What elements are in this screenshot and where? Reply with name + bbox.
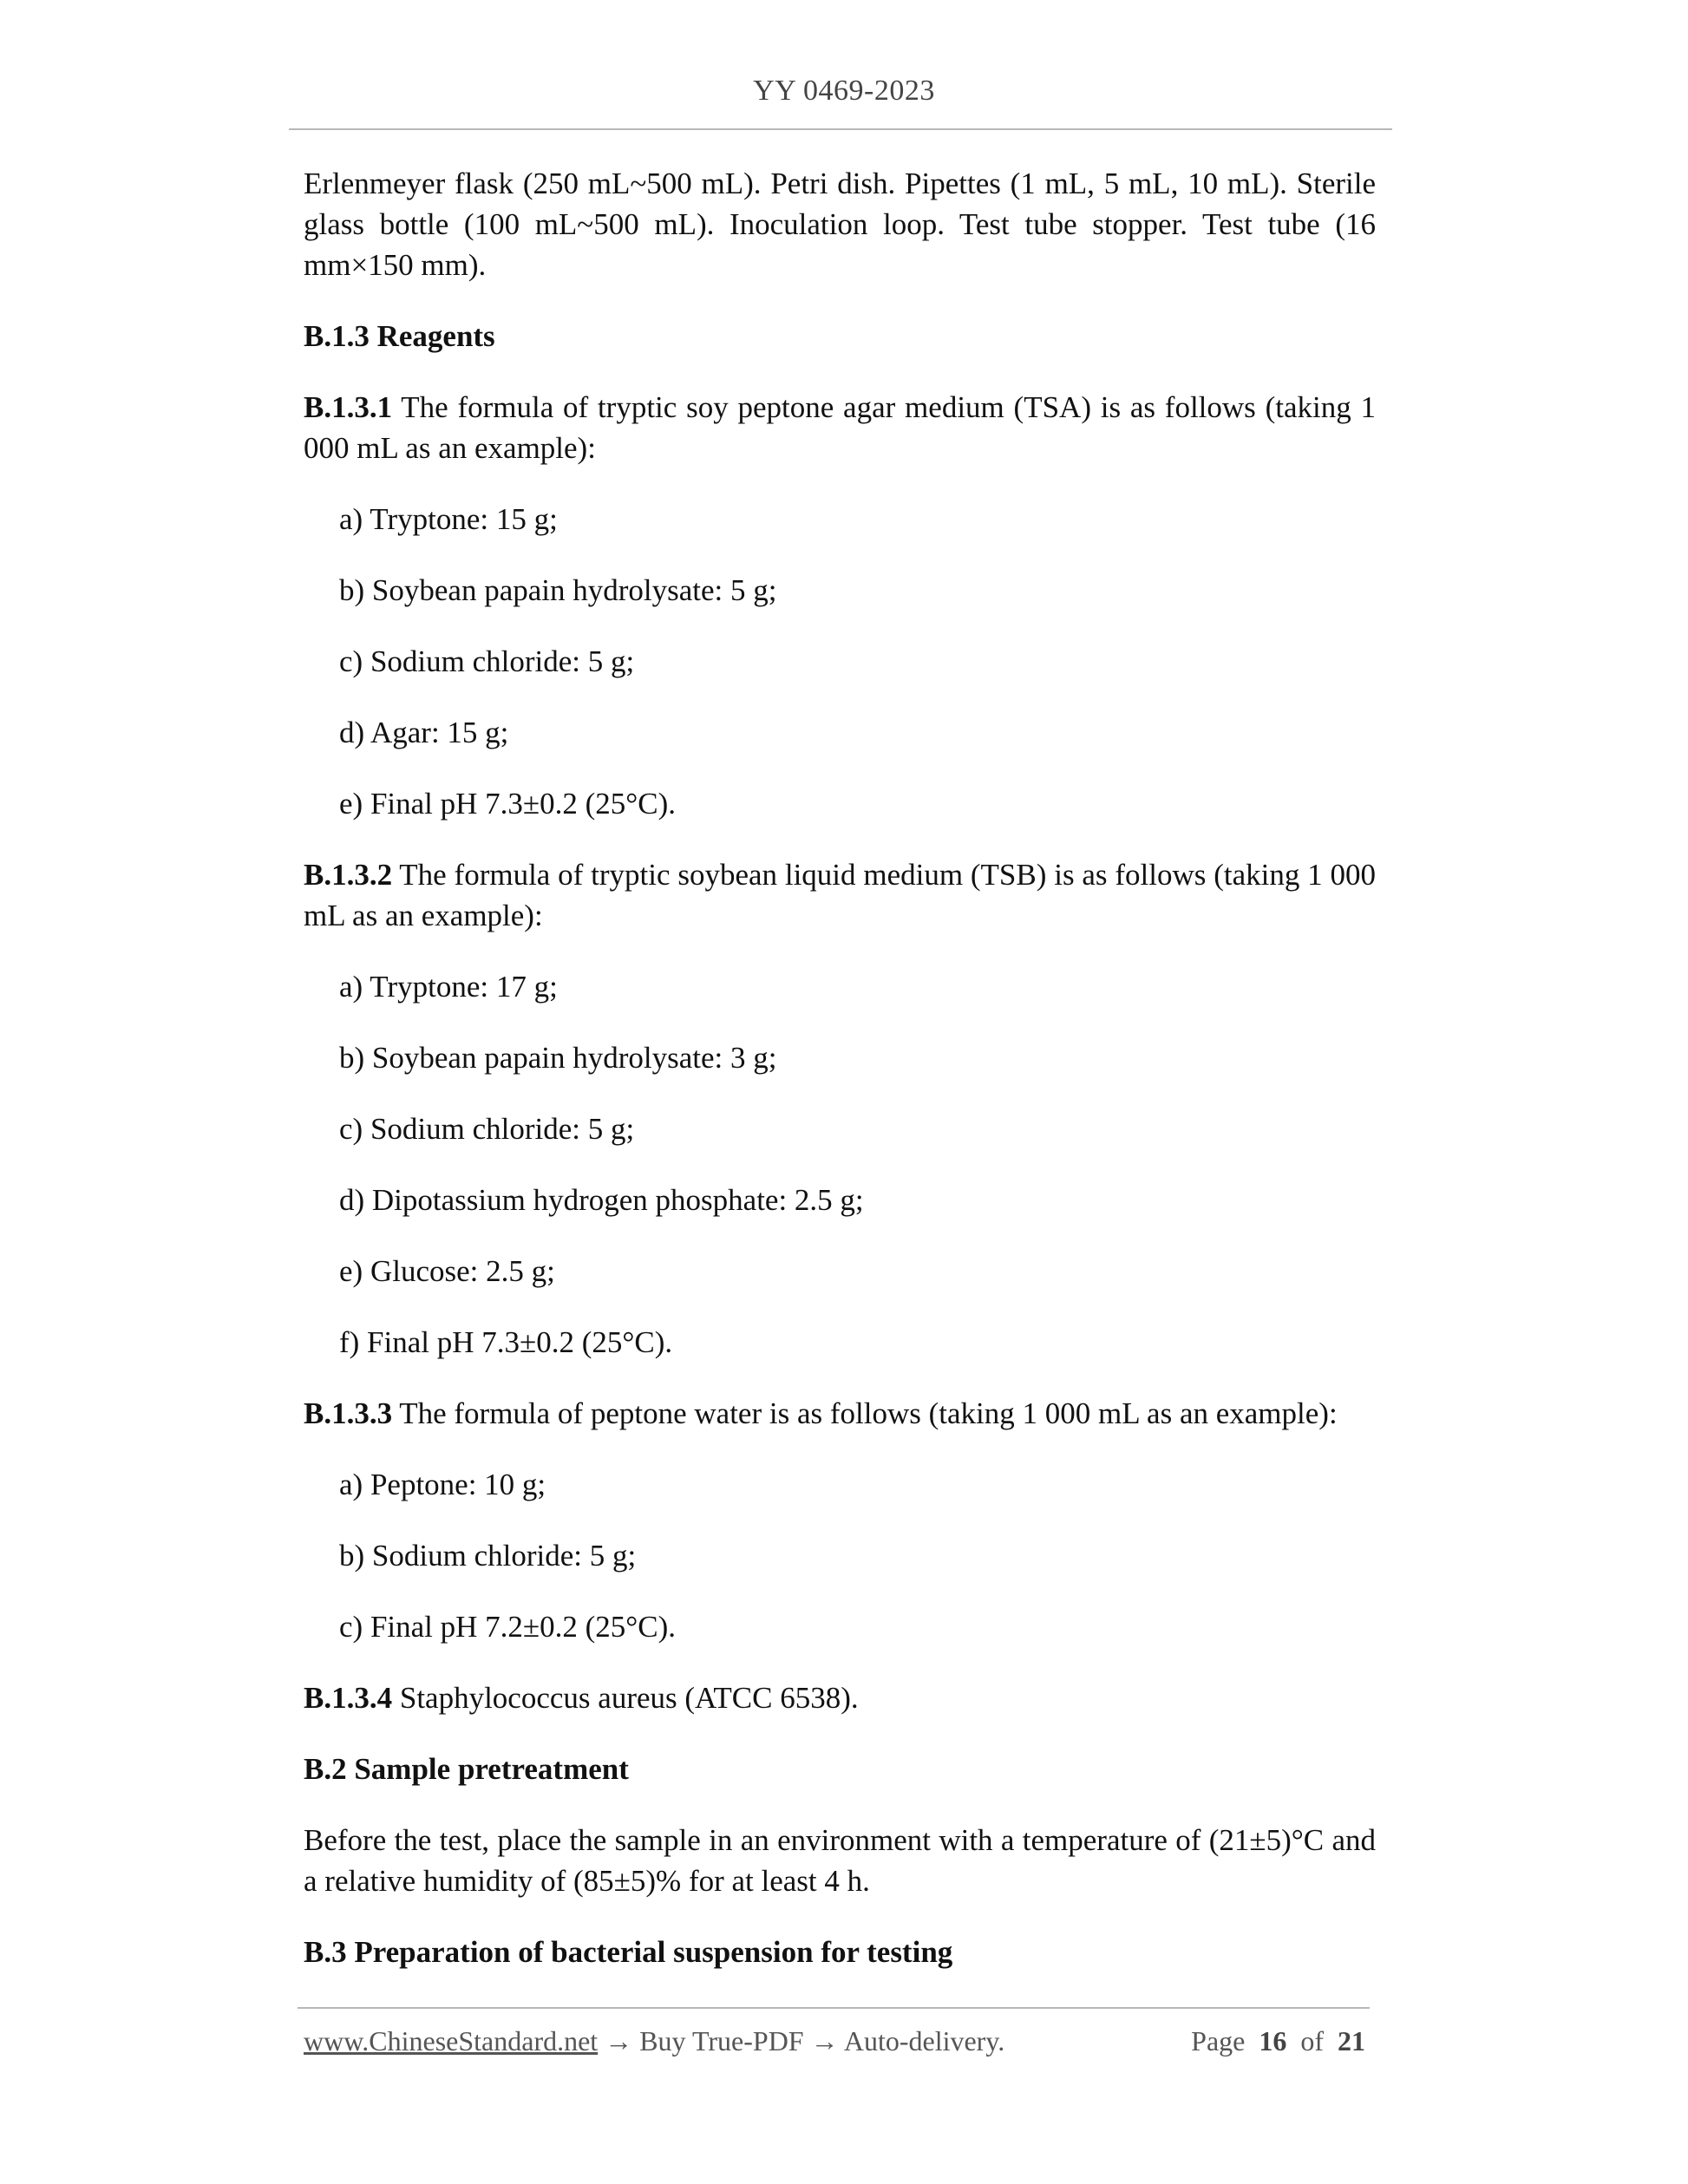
header-divider — [289, 128, 1392, 130]
clause-b134 — [304, 1677, 1376, 1718]
list-item: e) Final pH 7.3±0.2 (25°C). — [339, 787, 677, 821]
b2-paragraph: Before the test, place the sample in an environment with a temperature of (21±5)°C and a relative humidity of (85±5)% for at least 4 h. — [304, 1823, 1376, 1898]
list-item: a) Tryptone: 15 g; — [339, 502, 558, 536]
list-item: b) Sodium chloride: 5 g; — [339, 1539, 637, 1573]
clause-b133 — [304, 1393, 1376, 1434]
page-current: 16 — [1259, 2025, 1287, 2056]
footer-divider — [298, 2007, 1370, 2009]
list-item: d) Agar: 15 g; — [339, 716, 509, 749]
document-body — [304, 163, 1376, 1972]
clause-b131 — [304, 387, 1376, 468]
section-heading-b2: B.2 Sample pretreatment — [304, 1752, 629, 1786]
footer-promo-text: → Buy True-PDF → Auto-delivery. — [598, 2025, 1005, 2056]
clause-number: B.1.3.3 — [304, 1396, 393, 1430]
list-item: d) Dipotassium hydrogen phosphate: 2.5 g; — [339, 1183, 864, 1217]
list-item: a) Peptone: 10 g; — [339, 1468, 546, 1501]
clause-b132 — [304, 854, 1376, 936]
list-item: a) Tryptone: 17 g; — [339, 970, 558, 1004]
list-item: b) Soybean papain hydrolysate: 5 g; — [339, 573, 777, 607]
list-item: b) Soybean papain hydrolysate: 3 g; — [339, 1041, 777, 1075]
clause-text: The formula of peptone water is as follows (taking 1 000 mL as an example): — [392, 1396, 1338, 1430]
clause-number: B.1.3.4 — [304, 1681, 393, 1715]
section-heading-b13: B.1.3 Reagents — [304, 319, 495, 353]
page-of-label: of — [1300, 2025, 1324, 2056]
list-item: e) Glucose: 2.5 g; — [339, 1254, 555, 1288]
header-standard-code: YY 0469-2023 — [753, 75, 935, 107]
list-item: c) Sodium chloride: 5 g; — [339, 1112, 635, 1146]
clause-text: Staphylococcus aureus (ATCC 6538). — [392, 1681, 859, 1715]
list-item: f) Final pH 7.3±0.2 (25°C). — [339, 1325, 673, 1359]
chinese-standard-link[interactable]: www.ChineseStandard.net — [304, 2025, 599, 2056]
list-item: c) Final pH 7.2±0.2 (25°C). — [339, 1610, 677, 1644]
page-label: Page — [1191, 2025, 1246, 2056]
clause-number: B.1.3.2 — [304, 858, 393, 892]
clause-text: The formula of tryptic soy peptone agar medium (TSA) is as follows (taking 1 000 mL as an example): — [304, 390, 1376, 465]
intro-paragraph: Erlenmeyer flask (250 mL~500 mL). Petri dish. Pipettes (1 mL, 5 mL, 10 mL). Sterile glass bottle (100 mL~500 mL). Inoculation loop. Test tube stopper. Test tube (16 mm×150 mm). — [304, 167, 1376, 282]
list-item: c) Sodium chloride: 5 g; — [339, 644, 635, 678]
page-total: 21 — [1338, 2025, 1365, 2056]
section-heading-b3: B.3 Preparation of bacterial suspension for testing — [304, 1935, 953, 1969]
clause-number: B.1.3.1 — [304, 390, 393, 424]
footer-promo — [304, 2025, 1004, 2057]
clause-text: The formula of tryptic soybean liquid medium (TSB) is as follows (taking 1 000 mL as an example): — [304, 858, 1376, 932]
page-indicator — [1191, 2025, 1365, 2057]
